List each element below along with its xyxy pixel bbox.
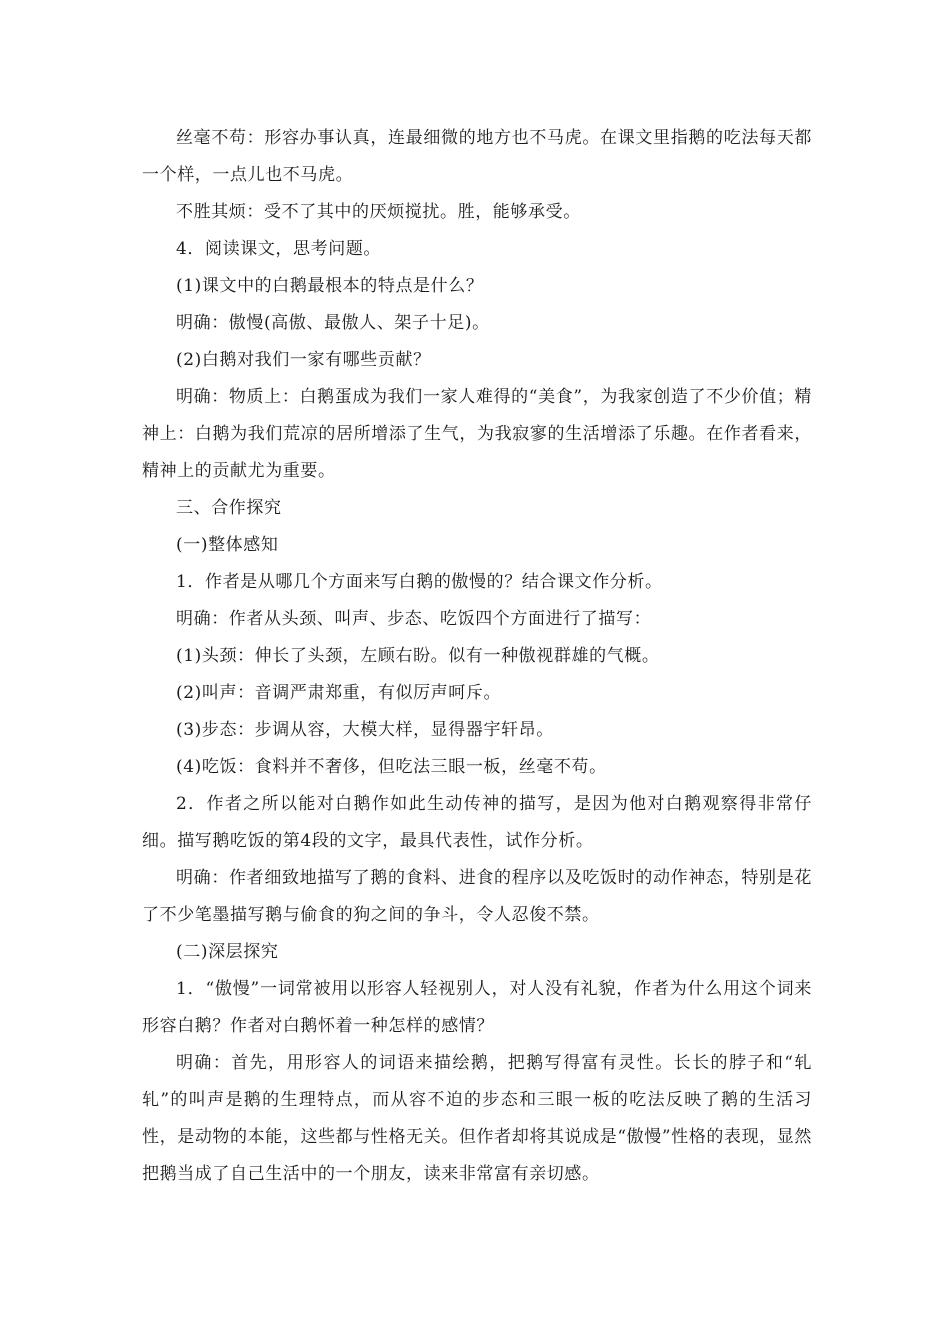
paragraph: 4．阅读课文，思考问题。 bbox=[176, 239, 382, 259]
section-heading: 三、合作探究 bbox=[176, 498, 282, 518]
paragraph: 明确：作者从头颈、叫声、步态、吃饭四个方面进行了描写： bbox=[176, 609, 652, 629]
document-body bbox=[142, 120, 812, 1193]
paragraph: 明确：物质上：白鹅蛋成为我们一家人难得的“美食”，为我家创造了不少价值；精神上：白鹅为我们荒凉的居所增添了生气，为我寂寥的生活增添了乐趣。在作者看来，精神上的贡献尤为重要。 bbox=[142, 387, 812, 481]
paragraph: 不胜其烦：受不了其中的厌烦搅扰。胜，能够承受。 bbox=[176, 202, 581, 222]
paragraph: 明确：作者细致地描写了鹅的食料、进食的程序以及吃饭时的动作神态，特别是花了不少笔墨描写鹅与偷食的狗之间的争斗，令人忍俊不禁。 bbox=[142, 868, 812, 925]
paragraph: 明确：傲慢(高傲、最傲人、架子十足)。 bbox=[176, 313, 490, 333]
paragraph: (1)课文中的白鹅最根本的特点是什么？ bbox=[176, 276, 484, 296]
subsection-heading: (一)整体感知 bbox=[176, 535, 279, 555]
paragraph: 明确：首先，用形容人的词语来描绘鹅，把鹅写得富有灵性。长长的脖子和“轧轧”的叫声是鹅的生理特点，而从容不迫的步态和三眼一板的吃法反映了鹅的生活习性，是动物的本能，这些都与性格无关。但作者却将其说成是“傲慢”性格的表现，显然把鹅当成了自己生活中的一个朋友，读来非常富有亲切感。 bbox=[142, 1053, 812, 1184]
paragraph: (1)头颈：伸长了头颈，左顾右盼。似有一种傲视群雄的气概。 bbox=[176, 646, 660, 666]
paragraph: 丝毫不苟：形容办事认真，连最细微的地方也不马虎。在课文里指鹅的吃法每天都一个样，一点儿也不马虎。 bbox=[142, 128, 812, 185]
paragraph: (2)白鹅对我们一家有哪些贡献？ bbox=[176, 350, 431, 370]
paragraph: (2)叫声：音调严肃郑重，有似厉声呵斥。 bbox=[176, 683, 502, 703]
paragraph: (4)吃饭：食料并不奢侈，但吃法三眼一板，丝毫不苟。 bbox=[176, 757, 607, 777]
subsection-heading: (二)深层探究 bbox=[176, 942, 279, 962]
paragraph: 1．“傲慢”一词常被用以形容人轻视别人，对人没有礼貌，作者为什么用这个词来形容白鹅？作者对白鹅怀着一种怎样的感情？ bbox=[142, 979, 812, 1036]
paragraph: 1．作者是从哪几个方面来写白鹅的傲慢的？结合课文作分析。 bbox=[176, 572, 663, 592]
paragraph: 2．作者之所以能对白鹅作如此生动传神的描写，是因为他对白鹅观察得非常仔细。描写鹅吃饭的第4段的文字，最具代表性，试作分析。 bbox=[142, 794, 812, 851]
paragraph: (3)步态：步调从容，大模大样，显得器宇轩昂。 bbox=[176, 720, 554, 740]
